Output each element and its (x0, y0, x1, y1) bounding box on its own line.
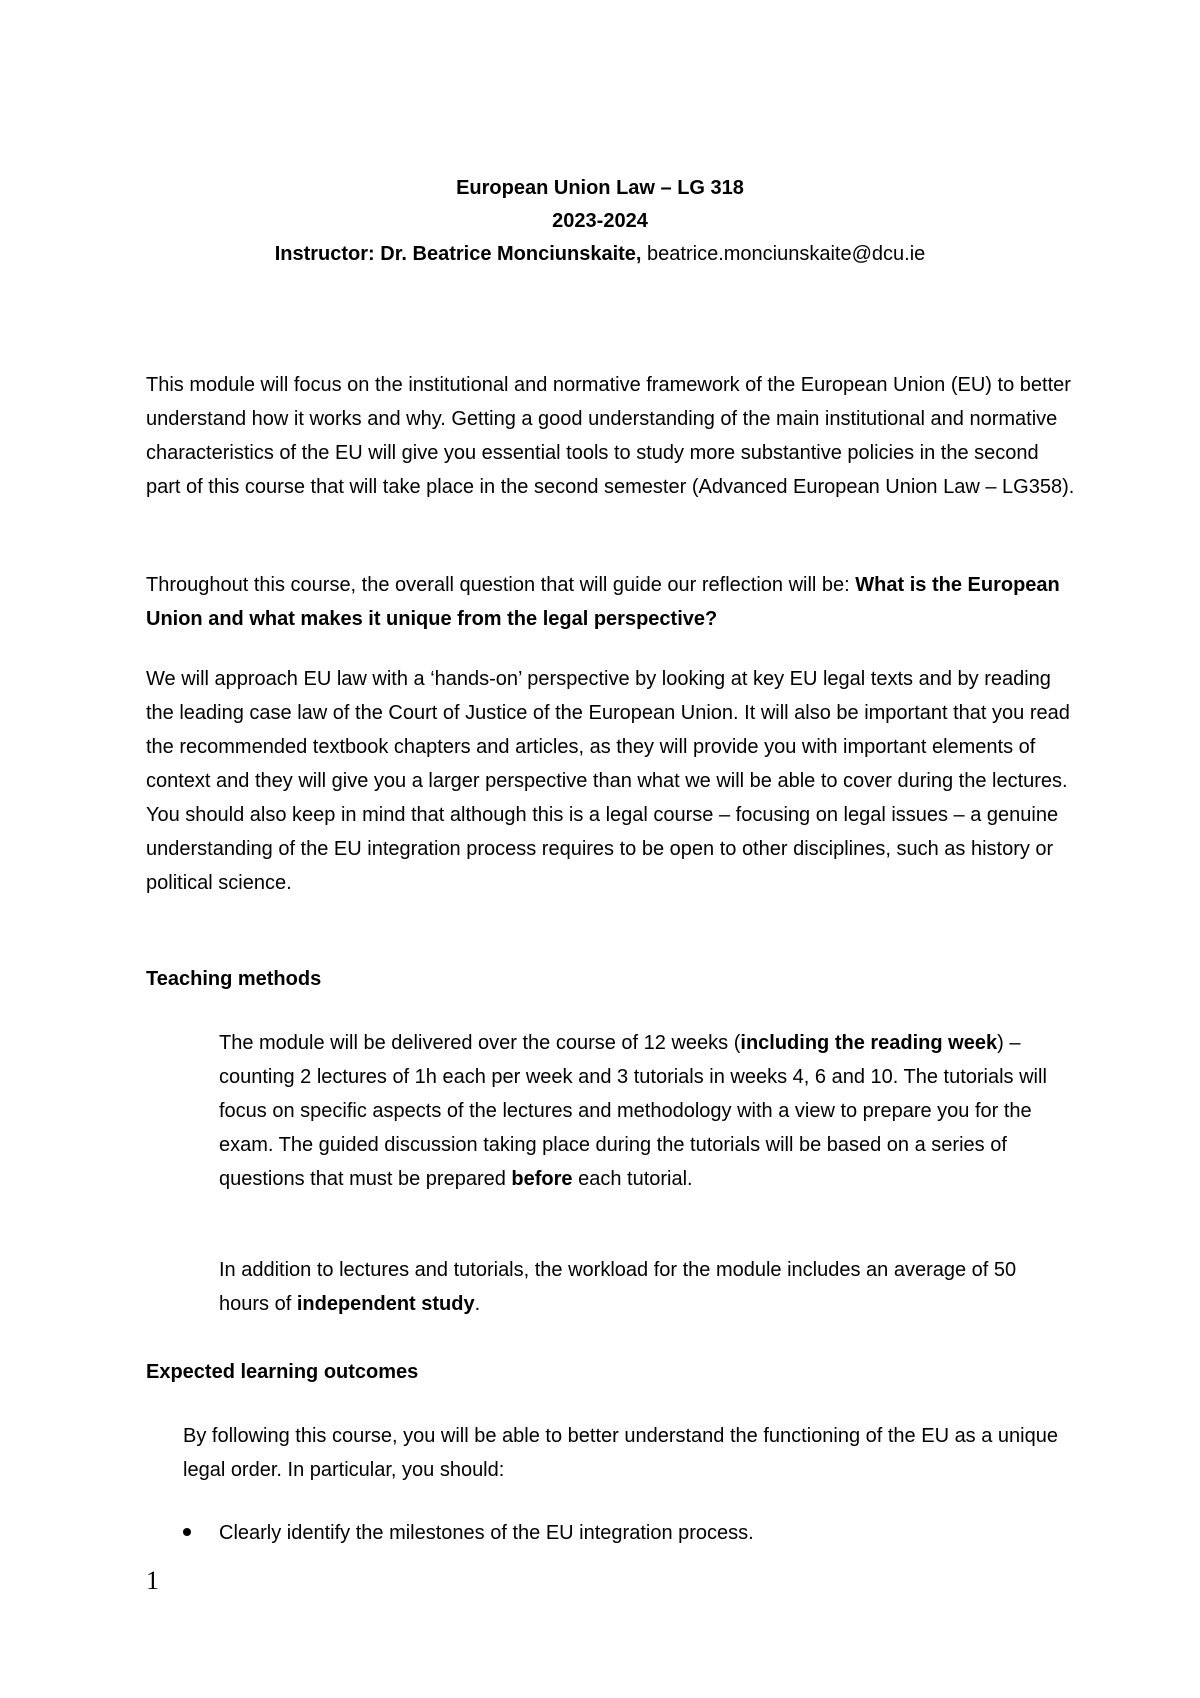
list-item-text: Clearly identify the milestones of the EU integration process. (219, 1522, 754, 1544)
intro-paragraph-2 (146, 568, 1076, 636)
teaching-p1-part-b: ) – counting 2 lectures of 1h each per week and 3 tutorials in weeks 4, 6 and 10. The tutorials will focus on specific aspects of the lectures and methodology with a view to prepare you for the exam. The guided discussion taking place during the tutorials will be based on a series of questions that must be prepared (219, 1032, 1047, 1190)
teaching-paragraph-1 (219, 1026, 1069, 1196)
bullet-icon (183, 1528, 191, 1536)
learning-outcomes-heading: Expected learning outcomes (146, 1361, 419, 1383)
instructor-label: Instructor: Dr. Beatrice Monciunskaite, (274, 243, 642, 265)
teaching-p2-part-a: In addition to lectures and tutorials, the workload for the module includes an average of 50 hours of (219, 1259, 1017, 1315)
teaching-p1-part-a: The module will be delivered over the course of 12 weeks ( (219, 1032, 741, 1054)
course-title: European Union Law – LG 318 (456, 177, 744, 199)
teaching-p1-bold: including the reading week (740, 1032, 998, 1054)
intro-paragraph-3 (146, 662, 1076, 900)
page-number: 1 (146, 1566, 159, 1595)
teaching-paragraph-1-text (219, 1026, 1069, 1196)
list-item (183, 1516, 754, 1550)
teaching-methods-heading: Teaching methods (146, 968, 322, 990)
outcomes-intro-text: By following this course, you will be able to better understand the functioning of the EU as a unique legal order. In particular, you should: (183, 1425, 1058, 1481)
intro-paragraph-1-text: This module will focus on the institutional and normative framework of the European Union (EU) to better understand how it works and why. Getting a good understanding of the main institutional and normative characteristics of the EU will give you essential tools to study more substantive policies in the second part of this course that will take place in the second semester (Advanced European Union Law – LG358). (146, 374, 1075, 498)
teaching-paragraph-2-text (219, 1253, 1069, 1321)
academic-year: 2023-2024 (552, 210, 648, 232)
teaching-p2-bold: independent study (296, 1293, 475, 1315)
guiding-question: What is the European Union and what makes it unique from the legal perspective? (146, 574, 1060, 630)
document-header (0, 172, 1200, 271)
intro-paragraph-2-text (146, 568, 1076, 636)
instructor-email: beatrice.monciunskaite@dcu.ie (641, 243, 926, 265)
instructor-line (0, 238, 1200, 271)
teaching-p2-part-b: . (474, 1293, 481, 1315)
teaching-p1-bold2: before (511, 1168, 573, 1190)
intro-paragraph-3-text: We will approach EU law with a ‘hands-on’ perspective by looking at key EU legal texts and by reading the leading case law of the Court of Justice of the European Union. It will also be important that you read the recommended textbook chapters and articles, as they will provide you with important elements of context and they will give you a larger perspective than what we will be able to cover during the lectures. You should also keep in mind that although this is a legal course – focusing on legal issues – a genuine understanding of the EU integration process requires to be open to other disciplines, such as history or political science. (146, 668, 1070, 894)
teaching-p1-part-c: each tutorial. (572, 1168, 693, 1190)
intro-paragraph-2-lead: Throughout this course, the overall question that will guide our reflection will be: (146, 574, 856, 596)
teaching-paragraph-2 (219, 1253, 1069, 1321)
intro-paragraph-1 (146, 368, 1076, 504)
outcomes-intro (183, 1419, 1073, 1487)
